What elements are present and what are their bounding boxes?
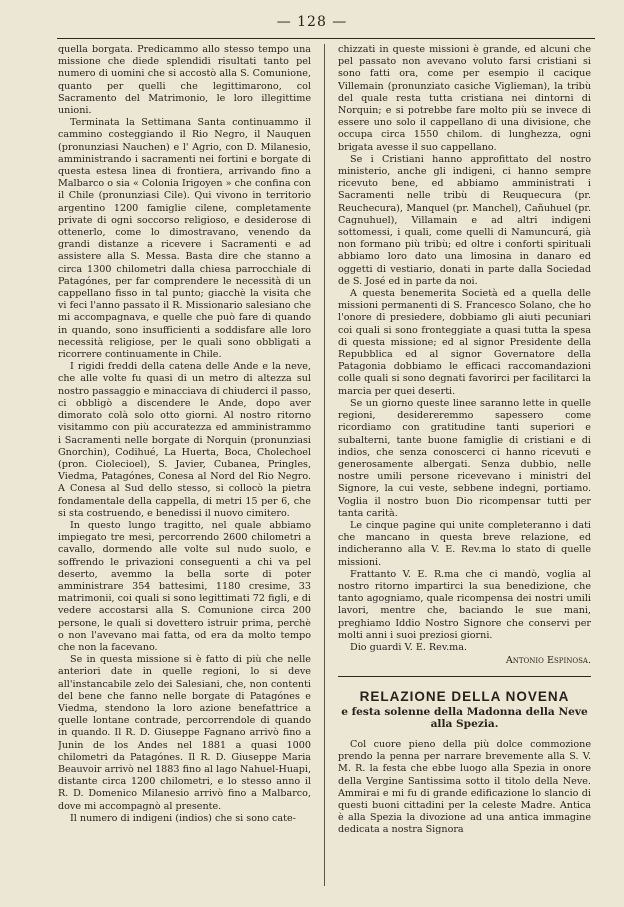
section-separator (338, 676, 591, 677)
left-paragraph: I rigidi freddi della catena delle Ande e la neve, che alle volte fu quasi di un metro di altezza sul nostro passaggio e minacciava di chiuderci il passo, ci obbligò a discendere le Ande, dopo aver dimorato colà solo otto giorni. Al nostro ritorno visitammo con più accuratezza ed amministrammo i Sacramenti nelle borgate di Norquin (pronunziasi Gnorchin), Codihué, La Huerta, Boca, Cholechoel (pron. Ciolecioel), S. Javier, Cubanea, Pringles, Viedma, Patagónes, Conesa al Nord del Rio Negro. A Conesa al Sud dello stesso, si collocò la pietra fondamentale della cappella, di metri 15 per 6, che si sta costruendo, e benedissi il nuovo cimitero. (58, 361, 311, 519)
left-paragraph: Il numero di indigeni (indios) che si sono cate- (70, 812, 296, 824)
right-paragraph: Se i Cristiani hanno approfittato del nostro ministerio, anche gli indigeni, ci hanno sempre ricevuto bene, ed abbiamo amministrati i Sacramenti nelle tribù di Reuquecura (pr. Reuchecura), Manquel (pr. Manchel), Cañuhuel (pr. Cagnuhuel), Villamain e ad altri indigeni sottomessi, i quali, come quelli di Namuncurá, già non formano più tribù; ed oltre i conforti spirituali abbiamo loro dato una limosina in danaro ed oggetti di vestiario, donati in parte dalla Sociedad de S. José ed in parte da noi. (338, 153, 591, 287)
right-paragraph: Le cinque pagine qui unite completeranno i dati che mancano in questa breve relazione, ed indicheranno alla V. E. Rev.ma lo stato di quelle missioni. (338, 519, 591, 568)
section-subtitle: e festa solenne della Madonna della Neve alla Spezia. (341, 705, 588, 730)
left-paragraph: quella borgata. Predicammo allo stesso tempo una missione che diede splendidi risultati tanto pel numero di uomini che si accostò alla S. Comunione, quanto per quelli che legittimarono, col Sacramento del Matrimonio, le loro illegittime unioni. (58, 44, 311, 117)
right-paragraph: Se un giorno queste linee saranno lette in quelle regioni, desidereremmo sapessero come ricordiamo con gratitudine tanti superiori e subalterni, tante buone famiglie di cristiani e di indios, che senza conoscerci ci hanno ricevuti e generosamente albergati. Senza dubbio, nelle nostre umili persone ricevevano i ministri del Signore, la cui veste, sebbene indegni, portiamo. Voglia il nostro buon Dio ricompensar tutti per tanta carità. (338, 397, 591, 519)
right-paragraph: Dio guardi V. E. Rev.ma. (350, 641, 468, 653)
left-paragraph: Se in questa missione si è fatto di più che nelle anteriori date in quelle regioni, lo si deve all'instancabile zelo dei Salesiani, che, non contenti del bene che fanno nelle borgate di Patagónes e Viedma, stendono la loro azione benefattrice a quelle lontane contrade, percorrendole di quando in quando. Il R. D. Giuseppe Fagnano arrivò fino a Junin de los Andes nel 1881 a quasi 1000 chilometri da Patagónes. Il R. D. Giuseppe Maria Beauvoir arrivò nel 1883 fino al lago Nahuel-Huapi, distante circa 1200 chilometri, e lo stesso anno il R. D. Domenico Milanesio arrivò fino a Malbarco, dove mi accompagnò al presente. (58, 654, 311, 812)
section-title: RELAZIONE DELLA NOVENA (359, 689, 570, 705)
column-divider (324, 44, 325, 886)
right-paragraph: A questa benemerita Società ed a quella delle missioni permanenti di S. Francesco Solano, che ho l'onore di presiedere, dobbiamo gli aiuti pecuniari coi quali si sono fronteggiate a quasi tutta la spesa di questa missione; ed al signor Presidente della Repubblica ed al signor Governatore della Patagonia dobbiamo le efficaci raccomandazioni colle quali si sono degnati favorirci per facilitarci la marcia per quei deserti. (338, 288, 591, 397)
header-rule (57, 38, 595, 39)
left-paragraph: In questo lungo tragitto, nel quale abbiamo impiegato tre mesi, percorrendo 2600 chilometri a cavallo, dormendo alle volte sul nudo suolo, e soffrendo le privazioni conseguenti a chi va pel deserto, avemmo la bella sorte di poter amministrare 354 battesimi, 1180 cresime, 33 matrimonii, coi quali si sono legittimati 72 figli, e di vedere accostarsi alla S. Comunione circa 200 persone, le quali si dovettero istruir prima, perchè o non l'avevano mai fatta, od era da molto tempo che non la facevano. (58, 519, 311, 653)
right-paragraph: Frattanto V. E. R.ma che ci mandò, voglia al nostro ritorno impartirci la sua benedizione, che tanto agogniamo, quale ricompensa dei nostri umili lavori, mentre che, baciando le sue mani, preghiamo Iddio Nostro Signore che conservi per molti anni i suoi preziosi giorni. (338, 568, 591, 641)
signature: Antonio Espinosa. (505, 655, 591, 667)
left-paragraph: Terminata la Settimana Santa continuammo il cammino costeggiando il Rio Negro, il Nauquen (pronunziasi Nauchen) e l' Agrio, con D. Milanesio, amministrando i sacramenti nei fortini e borgate di questa estesa linea di frontiera, arrivando fino a Malbarco o sia « Colonia Irigoyen » che confina con il Chile (pronunziasi Cile). Qui vivono in territorio argentino 1200 famiglie cilene, completamente private di ogni soccorso religioso, e desiderose di ottenerlo, come lo dimostravano, venendo da grandi distanze a ricevere i Sacramenti e ad assistere alla S. Messa. Basta dire che stanno a circa 1300 chilometri dalla chiesa parrocchiale di Patagónes, per far comprendere le necessità di un cappellano fisso in tal punto; giacchè la visita che vi feci l'anno passato il R. Missionario salesiano che mi accompagnava, e quelle che può fare di quando in quando, sono insufficienti a soddisfare alle loro necessità religiose, per le quali sono obbligati a ricorrere continuamente in Chile. (58, 117, 311, 361)
section-paragraph: Col cuore pieno della più dolce commozione prendo la penna per narrare brevemente alla S. V. M. R. la festa che ebbe luogo alla Spezia in onore della Vergine Santissima sotto il titolo della Neve. Ammirai e mi fu di grande edificazione lo slancio di questi buoni cittadini per la celeste Madre. Antica è alla Spezia la divozione ad una antica immagine dedicata a nostra Signora (338, 738, 591, 836)
left-column (58, 44, 311, 894)
page-number: — 128 — (276, 14, 348, 30)
right-paragraph: chizzati in queste missioni è grande, ed alcuni che pel passato non avevano voluto farsi cristiani si sono fatti ora, come per esempio il cacique Villemain (pronunziato casiche Viglieman), la tribù del quale resta tutta cristiana nei dintorni di Norquin; e si potrebbe fare molto più se invece di essere uno solo il cappellano di una divisione, che occupa circa 1550 chilom. di lunghezza, ogni brigata avesse il suo cappellano. (338, 44, 591, 153)
right-column (338, 44, 591, 894)
